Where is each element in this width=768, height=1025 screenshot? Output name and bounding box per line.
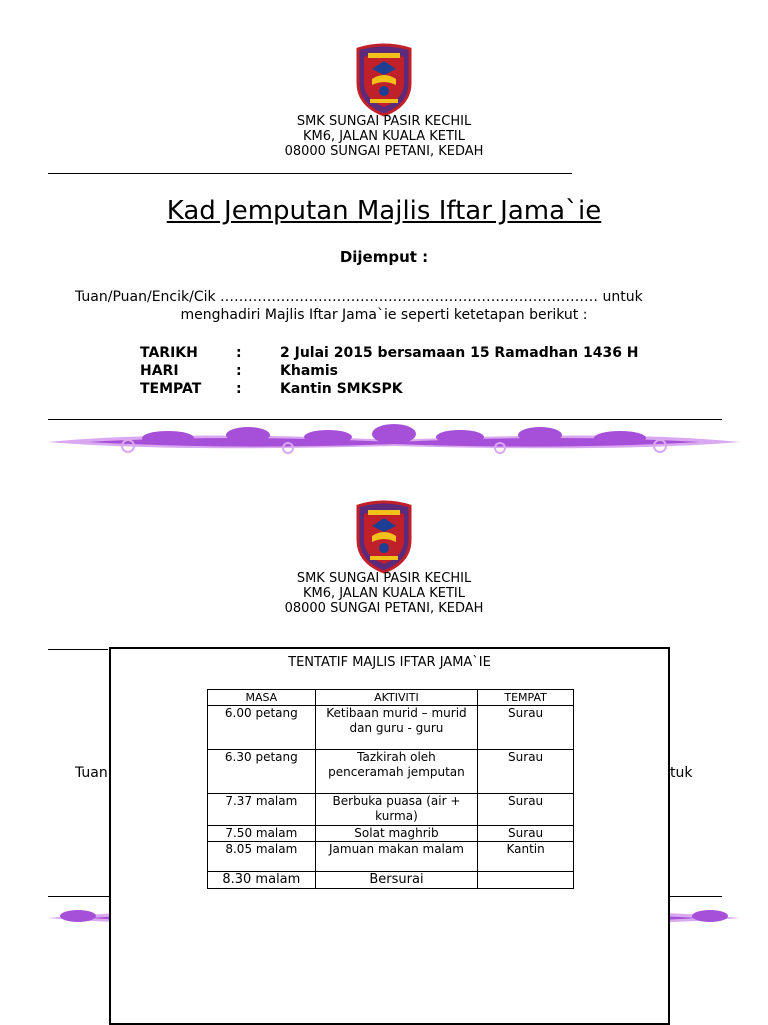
cell-aktiviti: Solat maghrib [315,826,478,842]
school-name: SMK SUNGAI PASIR KECHIL [296,114,472,129]
invitee-line-fragment-right: tuk [670,765,693,781]
cell-tempat: Surau [478,826,574,842]
cell-masa: 7.37 malam [208,794,316,826]
event-details [0,345,768,405]
purpose-line: menghadiri Majlis Iftar Jama`ie seperti ketetapan berikut : [180,307,588,323]
cell-masa: 6.30 petang [208,750,316,794]
table-row [208,826,574,842]
school-crest-icon [354,43,414,117]
date-label: TARIKH [140,345,198,361]
cell-aktiviti: Ketibaan murid – murid dan guru - guru [315,706,478,750]
school-address-line2: 08000 SUNGAI PETANI, KEDAH [284,601,484,616]
cell-tempat: Surau [478,750,574,794]
school-crest-icon [354,500,414,574]
tentatif-title: TENTATIF MAJLIS IFTAR JAMA`IE [288,655,491,670]
table-row [208,872,574,889]
card-title: Kad Jemputan Majlis Iftar Jama`ie [166,196,602,226]
invited-label: Dijemput : [339,248,429,266]
tentatif-table [207,689,574,889]
cell-masa: 6.00 petang [208,706,316,750]
cell-masa: 8.30 malam [208,872,316,889]
column-header-aktiviti: AKTIVITI [315,690,478,706]
table-row [208,706,574,750]
cell-masa: 7.50 malam [208,826,316,842]
school-address-line1: KM6, JALAN KUALA KETIL [303,586,465,601]
header-divider [48,173,572,174]
tentatif-panel [109,647,670,1025]
table-header-row [208,690,574,706]
table-row [208,794,574,826]
school-name: SMK SUNGAI PASIR KECHIL [296,571,472,586]
day-colon: : [236,363,242,379]
day-label: HARI [140,363,179,379]
school-address-line1: KM6, JALAN KUALA KETIL [303,129,465,144]
cell-tempat: Surau [478,706,574,750]
date-colon: : [236,345,242,361]
venue-colon: : [236,381,242,397]
day-value: Khamis [280,363,338,379]
venue-value: Kantin SMKSPK [280,381,403,397]
floral-border-ornament [48,422,740,458]
cell-masa: 8.05 malam [208,842,316,872]
cell-tempat: Kantin [478,842,574,872]
invitee-line: Tuan/Puan/Encik/Cik ……………………………………………………………………… untuk [75,289,643,305]
cell-tempat [478,872,574,889]
invitee-line-fragment-left: Tuan [75,765,108,781]
school-address-line2: 08000 SUNGAI PETANI, KEDAH [284,144,484,159]
cell-aktiviti: Bersurai [315,872,478,889]
header-divider [48,649,108,650]
table-row [208,842,574,872]
cell-aktiviti: Tazkirah oleh penceramah jemputan [315,750,478,794]
table-row [208,750,574,794]
column-header-tempat: TEMPAT [478,690,574,706]
column-header-masa: MASA [208,690,316,706]
venue-label: TEMPAT [140,381,202,397]
card-bottom-divider [48,419,722,420]
cell-aktiviti: Berbuka puasa (air + kurma) [315,794,478,826]
date-value: 2 Julai 2015 bersamaan 15 Ramadhan 1436 H [280,345,639,361]
cell-aktiviti: Jamuan makan malam [315,842,478,872]
cell-tempat: Surau [478,794,574,826]
